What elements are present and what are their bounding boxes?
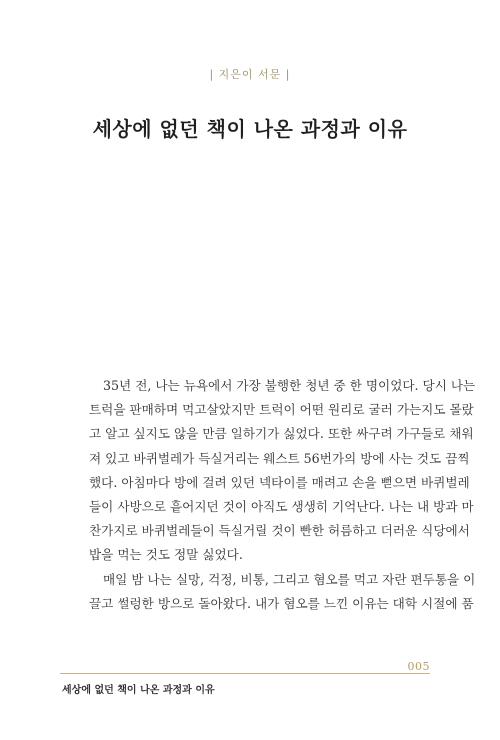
footer-divider xyxy=(60,673,430,674)
body-text xyxy=(89,374,476,616)
body-line-7: 찬가지로 바퀴벌레들이 득실거릴 것이 빤한 허름하고 더러운 식당에서 xyxy=(89,523,470,539)
body-line-5: 했다. 아침마다 방에 걸려 있던 넥타이를 매려고 손을 뻗으면 바퀴벌레 xyxy=(89,474,470,490)
running-title: 세상에 없던 책이 나온 과정과 이유 xyxy=(62,685,215,696)
body-line-9: 매일 밤 나는 실망, 걱정, 비통, 그리고 혐오를 먹고 자란 편두통을 이 xyxy=(103,571,476,587)
body-line-6: 들이 사방으로 흩어지던 것이 아직도 생생히 기억난다. 나는 내 방과 마 xyxy=(89,498,474,514)
body-line-10: 끌고 썰렁한 방으로 돌아왔다. 내가 혐오를 느낀 이유는 대학 시절에 품 xyxy=(89,595,474,611)
page-number: 005 xyxy=(407,660,430,673)
body-line-8: 밥을 먹는 것도 정말 싫었다. xyxy=(89,547,243,563)
chapter-title: 세상에 없던 책이 나온 과정과 이유 xyxy=(92,117,408,141)
body-line-2: 트럭을 판매하며 먹고살았지만 트럭이 어떤 원리로 굴러 가는지도 몰랐 xyxy=(89,402,474,418)
body-line-3: 고 알고 싶지도 않을 만큼 일하기가 싫었다. 또한 싸구려 가구들로 채워 xyxy=(89,426,474,442)
body-line-1: 35년 전, 나는 뉴욕에서 가장 불행한 청년 중 한 명이었다. 당시 나는 xyxy=(103,378,476,393)
body-line-4: 져 있고 바퀴벌레가 득실거리는 웨스트 56번가의 방에 사는 것도 끔찍 xyxy=(89,450,470,466)
section-label: | 지은이 서문 | xyxy=(209,68,291,81)
